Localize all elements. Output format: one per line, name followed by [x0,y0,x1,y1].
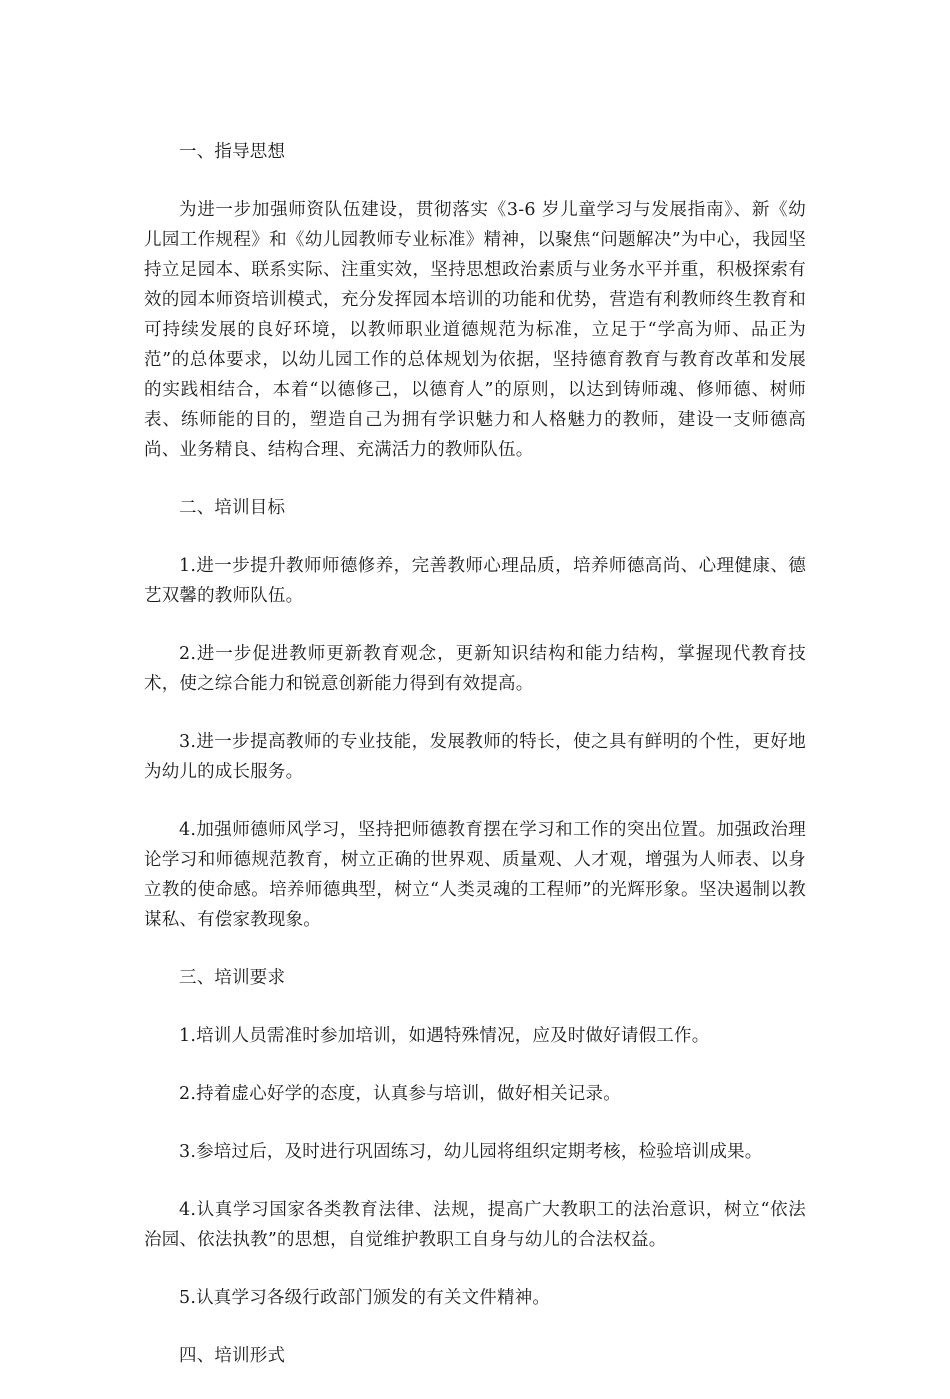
goal-item-1: 1.进一步提升教师师德修养，完善教师心理品质，培养师德高尚、心理健康、德艺双馨的教师队伍。 [144,556,806,606]
section-heading-training-goals: 二、培训目标 [179,498,286,518]
requirement-item-4: 4.认真学习国家各类教育法律、法规，提高广大教职工的法治意识，树立“依法治园、依法执教”的思想，自觉维护教职工自身与幼儿的合法权益。 [144,1200,806,1250]
goal-item-2: 2.进一步促进教师更新教育观念，更新知识结构和能力结构，掌握现代教育技术，使之综合能力和锐意创新能力得到有效提高。 [144,644,806,694]
goal-item-3: 3.进一步提高教师的专业技能，发展教师的特长，使之具有鲜明的个性，更好地为幼儿的成长服务。 [144,732,806,782]
requirement-item-1: 1.培训人员需准时参加培训，如遇特殊情况，应及时做好请假工作。 [179,1026,710,1046]
paragraph-guiding-ideology: 为进一步加强师资队伍建设，贯彻落实《3-6 岁儿童学习与发展指南》、新《幼儿园工作规程》和《幼儿园教师专业标准》精神，以聚焦“问题解决”为中心，我园坚持立足园本、联系实际、注重实效，坚持思想政治素质与业务水平并重，积极探索有效的园本师资培训模式，充分发挥园本培训的功能和优势，营造有利教师终生教育和可持续发展的良好环境，以教师职业道德规范为标准，立足于“学高为师、品正为范”的总体要求，以幼儿园工作的总体规划为依据，坚持德育教育与教育改革和发展的实践相结合，本着“以德修己，以德育人”的原则，以达到铸师魂、修师德、树师表、练师能的目的，塑造自己为拥有学识魅力和人格魅力的教师，建设一支师德高尚、业务精良、结构合理、充满活力的教师队伍。 [144,200,806,460]
requirement-item-5: 5.认真学习各级行政部门颁发的有关文件精神。 [179,1288,551,1308]
section-heading-guiding-ideology: 一、指导思想 [179,142,286,162]
section-heading-training-requirements: 三、培训要求 [179,968,286,988]
goal-item-4: 4.加强师德师风学习，坚持把师德教育摆在学习和工作的突出位置。加强政治理论学习和师德规范教育，树立正确的世界观、质量观、人才观，增强为人师表、以身立教的使命感。培养师德典型，树立“人类灵魂的工程师”的光辉形象。坚决遏制以教谋私、有偿家教现象。 [144,820,806,930]
requirement-item-2: 2.持着虚心好学的态度，认真参与培训，做好相关记录。 [179,1084,621,1104]
document-body [144,137,806,1399]
requirement-item-3: 3.参培过后，及时进行巩固练习，幼儿园将组织定期考核，检验培训成果。 [179,1142,763,1162]
section-heading-training-format: 四、培训形式 [179,1346,286,1366]
